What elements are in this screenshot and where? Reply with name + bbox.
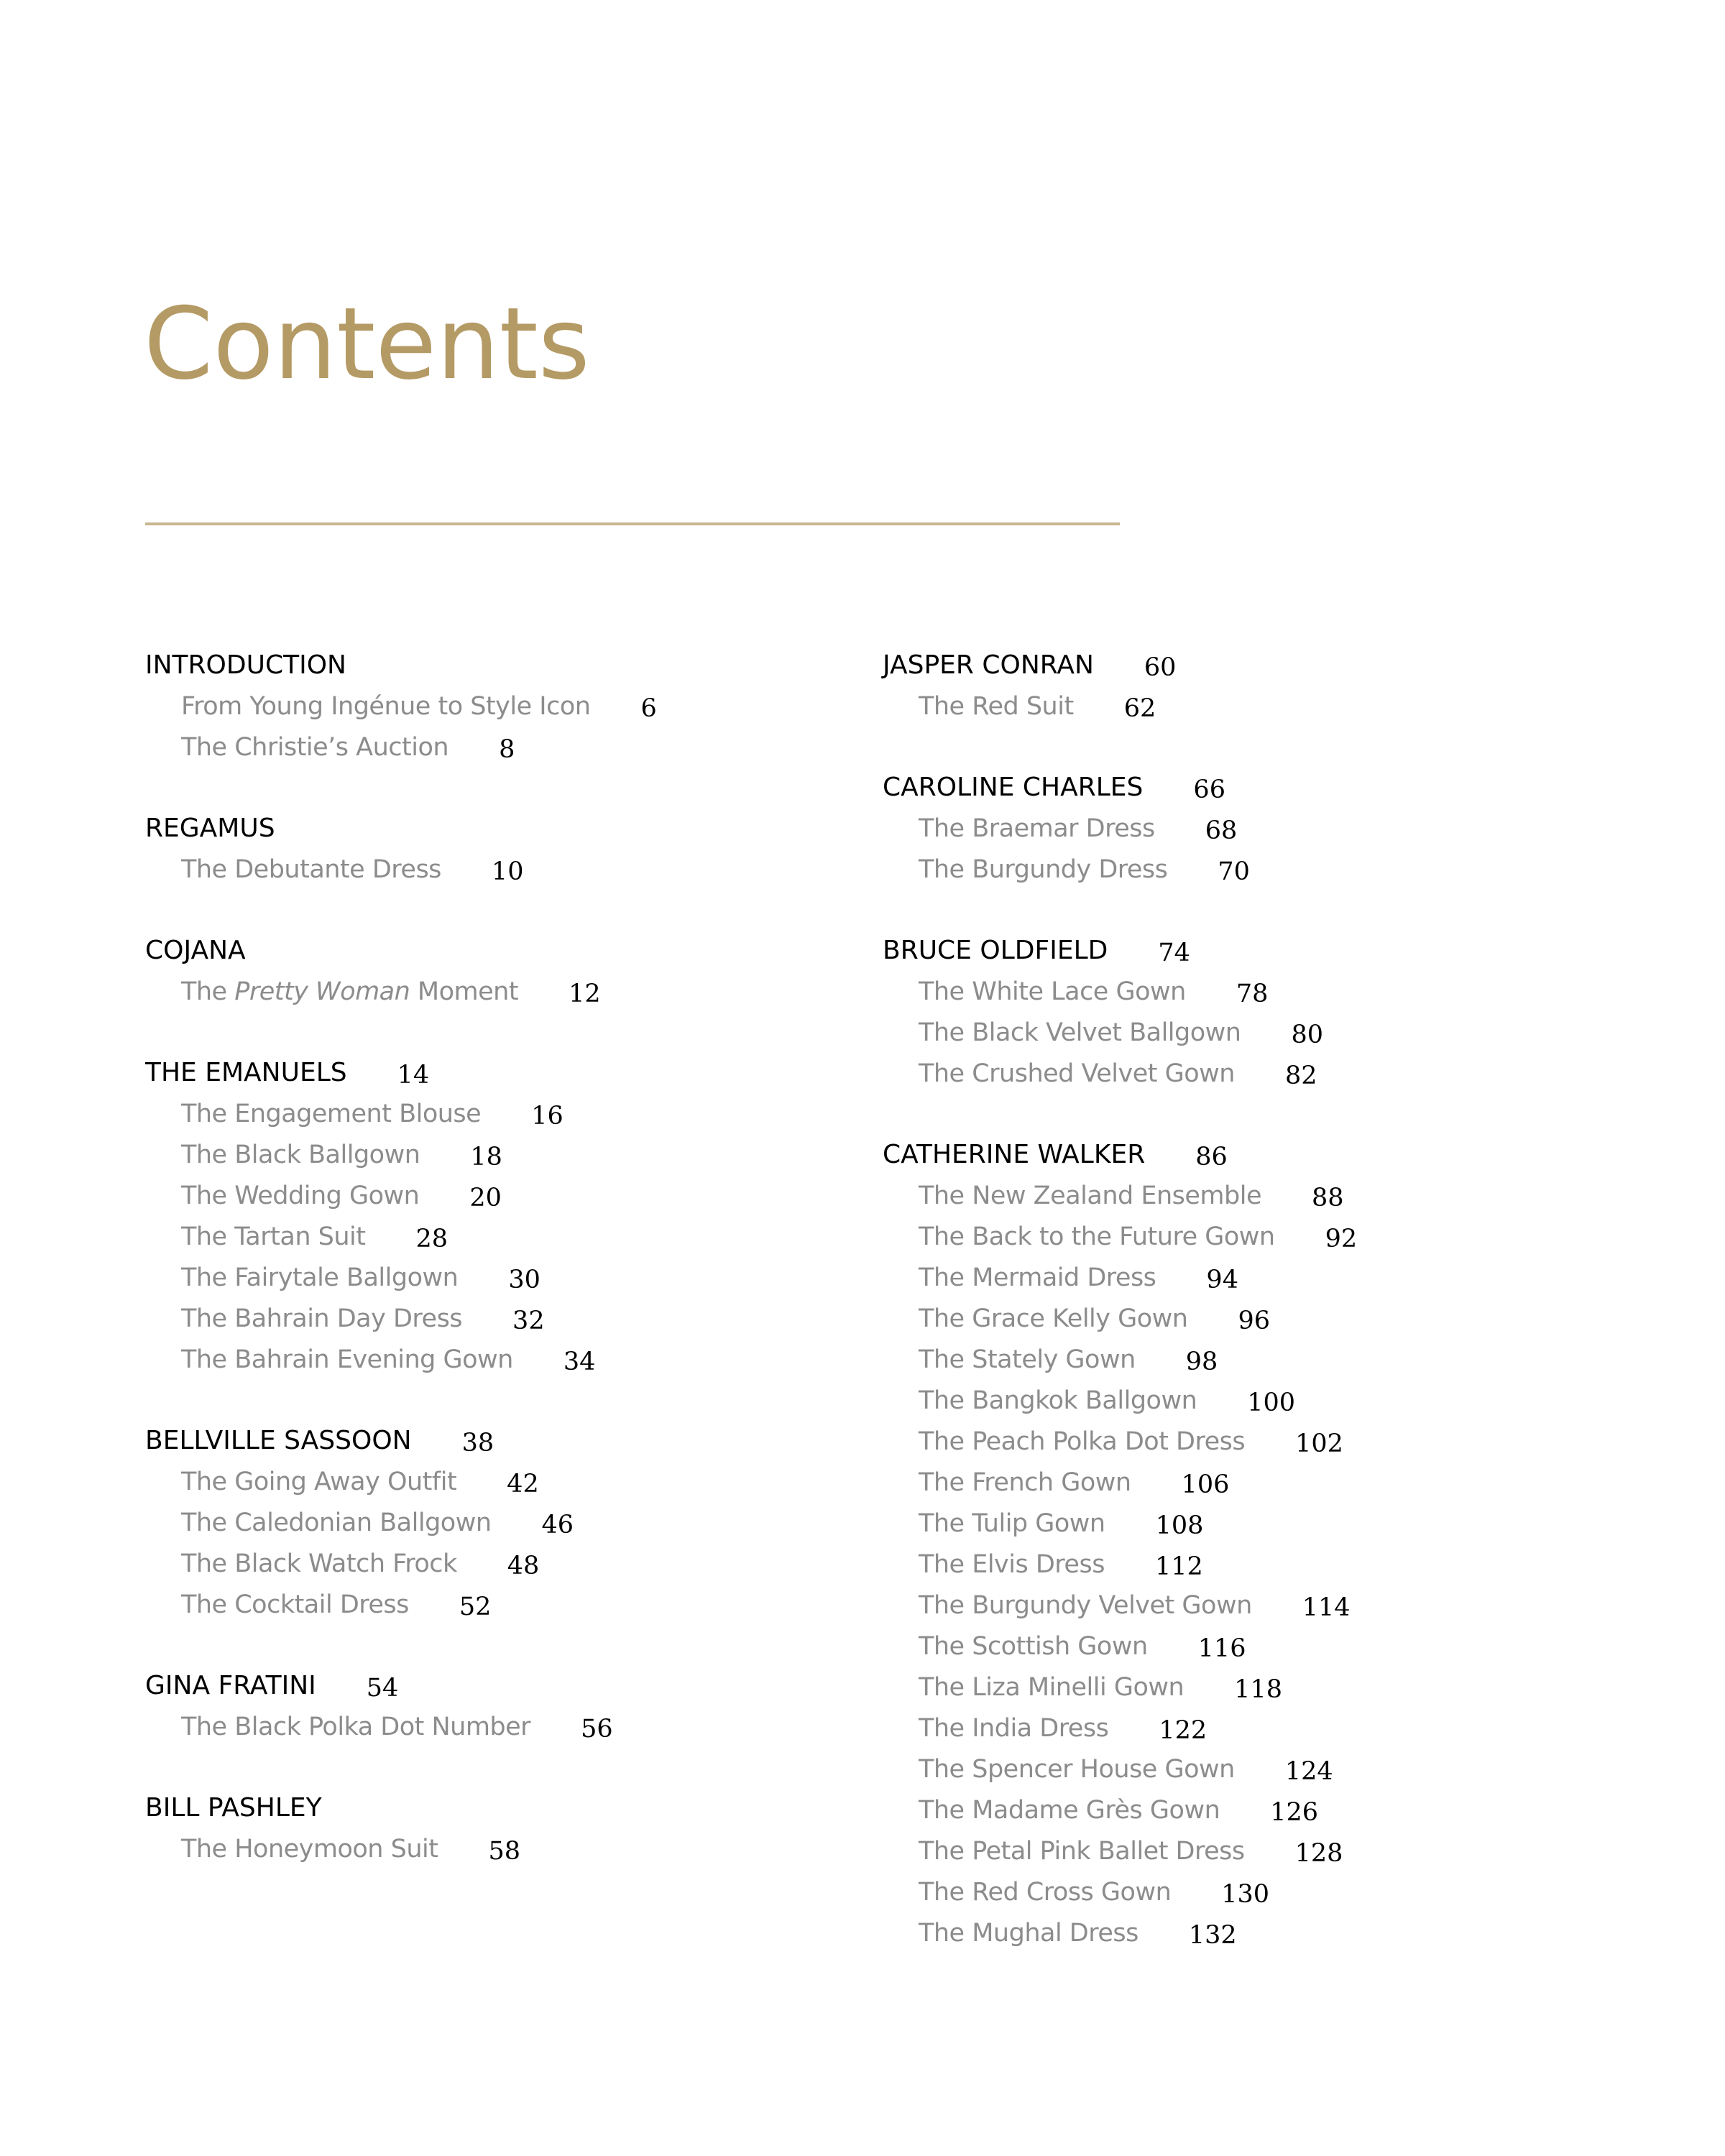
designer-name: BILL PASHLEY [145, 1793, 322, 1823]
toc-designer-heading[interactable] [145, 1665, 792, 1706]
entry-title [181, 1508, 492, 1537]
designer-name: THE EMANUELS [145, 1058, 347, 1087]
entry-title-text: The Madame Grès Gown [919, 1795, 1220, 1825]
toc-entry[interactable] [145, 1461, 792, 1502]
entry-title-text: The Honeymoon Suit [181, 1834, 438, 1864]
toc-entry[interactable] [883, 1912, 1530, 1953]
page-number: 92 [1325, 1224, 1358, 1253]
toc-entry[interactable] [883, 1339, 1530, 1380]
toc-entry[interactable] [883, 1789, 1530, 1830]
toc-entry[interactable] [883, 849, 1530, 890]
page-number: 118 [1234, 1674, 1282, 1704]
entry-title-text: The Black Polka Dot Number [181, 1712, 531, 1741]
toc-entry[interactable] [883, 1544, 1530, 1585]
toc-section [883, 930, 1530, 1094]
entry-title [919, 1427, 1245, 1456]
entry-title [181, 977, 518, 1006]
entry-title [919, 1304, 1187, 1333]
page-number: 88 [1311, 1183, 1344, 1212]
entry-title-text: The India Dress [919, 1713, 1109, 1743]
toc-designer-heading[interactable] [145, 930, 792, 971]
page-number: 30 [508, 1265, 540, 1294]
toc-entry[interactable] [145, 1706, 792, 1747]
page-number: 132 [1188, 1920, 1237, 1950]
entry-title-text: The Christie’s Auction [181, 732, 449, 762]
toc-entry[interactable] [145, 1257, 792, 1298]
page-number: 68 [1205, 816, 1238, 845]
entry-title [181, 1835, 438, 1864]
entry-title-text: The Elvis Dress [919, 1549, 1105, 1579]
page-number: 12 [569, 979, 601, 1008]
entry-title-text: The Mughal Dress [919, 1918, 1138, 1948]
toc-section [145, 930, 792, 1012]
toc-designer-heading[interactable] [145, 1052, 792, 1093]
contents-left-column [145, 645, 792, 1909]
designer-name: CAROLINE CHARLES [883, 773, 1144, 802]
entry-title-text: The Engagement Blouse [181, 1099, 482, 1128]
toc-section [145, 1665, 792, 1747]
entry-title [919, 1468, 1131, 1497]
toc-entry[interactable] [883, 1667, 1530, 1708]
toc-entry[interactable] [883, 1871, 1530, 1912]
entry-title-text: The White Lace Gown [919, 977, 1186, 1006]
page-number: 48 [507, 1551, 540, 1580]
toc-section [145, 808, 792, 890]
entry-title-text: The Red Cross Gown [919, 1877, 1172, 1907]
entry-title-text: The Red Suit [919, 691, 1074, 721]
page-number: 100 [1247, 1388, 1296, 1417]
toc-entry[interactable] [883, 1175, 1530, 1216]
page-number: 80 [1291, 1020, 1324, 1049]
toc-entry[interactable] [145, 686, 792, 727]
entry-title-text: The Black Ballgown [181, 1140, 420, 1169]
toc-designer-heading[interactable] [883, 767, 1530, 808]
page-number: 6 [640, 694, 657, 723]
entry-title-text: The Tulip Gown [919, 1508, 1105, 1538]
entry-title-text: The Bangkok Ballgown [919, 1386, 1197, 1415]
toc-entry[interactable] [145, 1216, 792, 1257]
entry-title-text: The Spencer House Gown [919, 1754, 1235, 1784]
toc-entry[interactable] [883, 1216, 1530, 1257]
toc-entry[interactable] [145, 1828, 792, 1869]
toc-designer-heading[interactable] [883, 645, 1530, 686]
entry-title [919, 1059, 1235, 1088]
entry-title [181, 1468, 456, 1496]
entry-title-italic: Pretty Woman [234, 977, 410, 1006]
page-number: 78 [1236, 979, 1269, 1008]
designer-name: CATHERINE WALKER [883, 1140, 1146, 1169]
entry-title-text: The Mermaid Dress [919, 1263, 1156, 1292]
toc-section [883, 645, 1530, 727]
entry-title [181, 1590, 409, 1619]
page-number: 14 [397, 1060, 430, 1089]
toc-entry[interactable] [883, 1257, 1530, 1298]
entry-title [181, 1345, 513, 1374]
page-number: 66 [1193, 775, 1225, 804]
entry-title-text: The Bahrain Day Dress [181, 1304, 463, 1333]
entry-title-text: The Tartan Suit [181, 1222, 366, 1251]
page-number: 122 [1159, 1715, 1208, 1745]
entry-title [181, 1263, 458, 1292]
entry-title [919, 1632, 1148, 1661]
entry-title-text: The [181, 977, 235, 1006]
entry-title-text: From Young Ingénue to Style Icon [181, 691, 591, 721]
toc-entry[interactable] [883, 971, 1530, 1012]
designer-name: REGAMUS [145, 814, 275, 843]
toc-entry[interactable] [883, 1053, 1530, 1094]
designer-name: BELLVILLE SASSOON [145, 1426, 412, 1455]
title-divider [145, 522, 1120, 525]
entry-title [919, 1018, 1241, 1047]
page-number: 86 [1195, 1142, 1228, 1171]
entry-title-text: The New Zealand Ensemble [919, 1181, 1261, 1210]
page-number: 94 [1206, 1265, 1238, 1294]
entry-title [919, 855, 1167, 884]
toc-entry[interactable] [145, 971, 792, 1012]
entry-title-text: The Caledonian Ballgown [181, 1508, 492, 1537]
toc-designer-heading[interactable] [145, 1420, 792, 1461]
toc-entry[interactable] [883, 686, 1530, 727]
toc-entry[interactable] [883, 1585, 1530, 1626]
entry-title-text-suffix: Moment [410, 977, 519, 1006]
toc-entry[interactable] [883, 1421, 1530, 1462]
entry-title [181, 1549, 457, 1578]
page-number: 58 [488, 1836, 521, 1866]
toc-entry[interactable] [883, 1503, 1530, 1544]
page-number: 130 [1221, 1879, 1270, 1909]
page-number: 108 [1155, 1511, 1204, 1540]
entry-title-text: The Liza Minelli Gown [919, 1672, 1184, 1702]
toc-entry[interactable] [883, 1626, 1530, 1667]
entry-title [919, 1837, 1245, 1866]
entry-title-text: The Black Watch Frock [181, 1549, 457, 1578]
toc-entry[interactable] [883, 1298, 1530, 1339]
toc-entry[interactable] [883, 1012, 1530, 1053]
page-number: 54 [366, 1673, 399, 1703]
page-number: 56 [581, 1714, 613, 1743]
page-title: Contents [144, 286, 590, 402]
entry-title [919, 1550, 1105, 1579]
entry-title-text: The Fairytale Ballgown [181, 1263, 459, 1292]
page-number: 82 [1284, 1061, 1317, 1090]
toc-entry[interactable] [883, 1708, 1530, 1749]
page-number: 114 [1302, 1593, 1351, 1622]
page-number: 62 [1123, 694, 1156, 723]
toc-designer-heading[interactable] [145, 808, 792, 849]
page-number: 28 [415, 1224, 448, 1253]
toc-entry[interactable] [883, 808, 1530, 849]
toc-entry[interactable] [145, 727, 792, 768]
page-number: 116 [1197, 1634, 1246, 1663]
entry-title [919, 1591, 1252, 1620]
entry-title [919, 977, 1186, 1006]
entry-title [919, 1509, 1105, 1538]
entry-title [181, 855, 441, 884]
toc-entry[interactable] [883, 1830, 1530, 1871]
entry-title [919, 1878, 1171, 1907]
toc-designer-heading[interactable] [883, 1134, 1530, 1175]
entry-title [181, 1304, 462, 1333]
page-number: 70 [1218, 857, 1250, 886]
entry-title [919, 1919, 1138, 1948]
page-number: 10 [491, 857, 524, 886]
entry-title [919, 1714, 1108, 1743]
entry-title-text: The Black Velvet Ballgown [919, 1018, 1241, 1047]
page-number: 74 [1158, 938, 1190, 967]
entry-title-text: The Debutante Dress [181, 854, 441, 884]
toc-entry[interactable] [145, 1584, 792, 1625]
page-number: 38 [461, 1428, 494, 1457]
entry-title [919, 1755, 1235, 1784]
page-number: 46 [541, 1510, 574, 1539]
toc-section [883, 1134, 1530, 1953]
entry-title-text: The Crushed Velvet Gown [919, 1059, 1235, 1088]
designer-name: COJANA [145, 936, 246, 965]
toc-entry[interactable] [145, 1175, 792, 1216]
page-number: 52 [459, 1592, 492, 1621]
contents-right-column [883, 645, 1530, 1994]
toc-section [145, 1420, 792, 1625]
page-number: 126 [1270, 1797, 1319, 1827]
entry-title [181, 1713, 530, 1741]
entry-title [919, 1222, 1275, 1251]
entry-title [919, 1181, 1261, 1210]
toc-entry[interactable] [145, 1543, 792, 1584]
toc-section [145, 645, 792, 768]
designer-name: INTRODUCTION [145, 650, 346, 680]
page-number: 16 [531, 1101, 564, 1130]
entry-title [919, 1345, 1136, 1374]
toc-entry[interactable] [145, 1298, 792, 1339]
page-number: 128 [1294, 1838, 1343, 1868]
page-number: 42 [507, 1469, 539, 1498]
page-number: 112 [1154, 1552, 1203, 1581]
page-number: 102 [1295, 1429, 1343, 1458]
toc-section [883, 767, 1530, 890]
toc-entry[interactable] [145, 1339, 792, 1380]
toc-entry[interactable] [145, 1093, 792, 1134]
toc-section [145, 1052, 792, 1380]
page-number: 18 [470, 1142, 502, 1171]
designer-name: JASPER CONRAN [883, 650, 1094, 680]
entry-title [919, 1673, 1184, 1702]
entry-title-text: The Going Away Outfit [181, 1467, 457, 1496]
entry-title [181, 1141, 420, 1169]
toc-designer-heading[interactable] [145, 1787, 792, 1828]
page-number: 106 [1181, 1470, 1230, 1499]
entry-title-text: The Burgundy Dress [919, 854, 1168, 884]
entry-title-text: The Peach Polka Dot Dress [919, 1427, 1246, 1456]
entry-title [919, 814, 1155, 843]
toc-entry[interactable] [145, 849, 792, 890]
page-number: 8 [499, 734, 515, 764]
entry-title-text: The Burgundy Velvet Gown [919, 1590, 1252, 1620]
toc-entry[interactable] [145, 1134, 792, 1175]
toc-entry[interactable] [883, 1749, 1530, 1789]
page-number: 98 [1185, 1347, 1218, 1376]
designer-name: GINA FRATINI [145, 1671, 316, 1700]
toc-section [145, 1787, 792, 1869]
entry-title-text: The Scottish Gown [919, 1631, 1148, 1661]
page-number: 34 [563, 1347, 596, 1376]
entry-title-text: The Stately Gown [919, 1345, 1136, 1374]
entry-title [181, 733, 448, 762]
entry-title [181, 692, 590, 721]
toc-entry[interactable] [145, 1502, 792, 1543]
entry-title [919, 1386, 1197, 1415]
entry-title-text: The Bahrain Evening Gown [181, 1345, 513, 1374]
page-number: 20 [469, 1183, 502, 1212]
page-number: 32 [512, 1306, 545, 1335]
entry-title-text: The Grace Kelly Gown [919, 1304, 1188, 1333]
entry-title [181, 1100, 481, 1128]
entry-title-text: The Wedding Gown [181, 1181, 420, 1210]
entry-title [181, 1181, 419, 1210]
toc-designer-heading[interactable] [145, 645, 792, 686]
entry-title [181, 1222, 365, 1251]
entry-title [919, 1263, 1156, 1292]
toc-entry[interactable] [883, 1462, 1530, 1503]
page-number: 124 [1284, 1756, 1333, 1786]
toc-designer-heading[interactable] [883, 930, 1530, 971]
designer-name: BRUCE OLDFIELD [883, 936, 1108, 965]
entry-title-text: The Cocktail Dress [181, 1590, 409, 1619]
entry-title [919, 1796, 1220, 1825]
entry-title [919, 692, 1074, 721]
toc-entry[interactable] [883, 1380, 1530, 1421]
page-number: 60 [1144, 653, 1177, 682]
entry-title-text: The Back to the Future Gown [919, 1222, 1275, 1251]
entry-title-text: The Petal Pink Ballet Dress [919, 1836, 1245, 1866]
entry-title-text: The Braemar Dress [919, 814, 1155, 843]
page-number: 96 [1238, 1306, 1270, 1335]
entry-title-text: The French Gown [919, 1468, 1131, 1497]
